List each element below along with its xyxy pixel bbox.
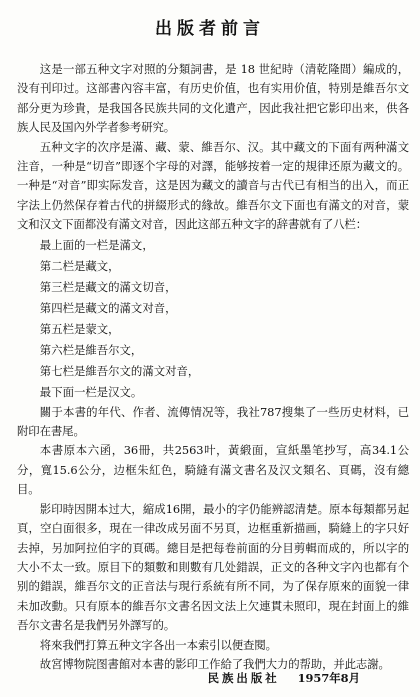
- preface-body: [17, 60, 409, 674]
- paragraph-history: 關于本書的年代、作者、流傳情况等，我社787搜集了一些历史材料，已附印在書尾。: [17, 404, 409, 439]
- page-title: 出版者前言: [155, 19, 265, 39]
- paragraph-index-plan: 将來我們打算五种文字各出一本索引以便查閱。: [39, 637, 277, 652]
- list-item: 第五栏是蒙文，: [39, 321, 120, 336]
- list-item: 第三栏是藏文的滿文切音，: [39, 279, 177, 294]
- paragraph-acknowledgement: 故宮博物院图書館对本書的影印工作給了我們大力的帮助，并此志謝。: [39, 656, 390, 671]
- list-item: 第四栏是藏文的滿文对音，: [39, 300, 177, 315]
- paragraph-reproduction-notes: 影印時因開本过大，縮成16開，最小的字仍能辨認清楚。原本每類都另起頁，空白面很多，現在一律改成另面不另頁，边框重新描画，騎縫上的字只好去掉，另加阿拉伯字的頁碼。總目是把每卷前面的分目剪輯而成的，所以字的大小不太一致。原目下的類數和則數有几处錯誤，正文的各种文字內也都有个别的錯誤，維吾尔文的正音法与現行系統有所不同，为了保存原來的面貌一律未加改動。只有原本的維吾尔文書名因文法上欠連貫未照印，現在封面上的維吾尔文書名是我們另外譯写的。: [17, 501, 409, 633]
- publisher-name: 民族出版社: [207, 671, 280, 685]
- signature: [208, 670, 360, 686]
- paragraph-original-edition: 本書原本六函，36冊，共2563叶，黃緞面，宣紙墨笔抄写，高34.1公分，寬15.6公分，边框朱紅色，騎縫有滿文書名及汉文類名、頁碼，沒有總目。: [17, 443, 409, 497]
- publication-date: 1957年8月: [297, 671, 360, 685]
- list-item: 第七栏是維吾尔文的滿文对音，: [39, 363, 200, 378]
- list-item: 最上面的一栏是滿文，: [39, 237, 154, 252]
- paragraph-intro: 这是一部五种文字对照的分類詞書，是 18 世紀時（清乾隆間）編成的，没有刊印过。这部書內容丰富，有历史价值，也有实用价值，特別是維吾尔文部分更为珍貴，是我国各民族共同的文化遺产，因此我社把它影印出来，供各族人民及国內外学者参考研究。: [17, 62, 409, 135]
- list-item: 最下面一栏是汉文。: [39, 384, 143, 399]
- list-item: 第六栏是維吾尔文，: [39, 342, 143, 357]
- column-list: [17, 235, 409, 403]
- paragraph-script-order: 五种文字的次序是滿、藏、蒙、維吾尔、汉。其中藏文的下面有两种滿文注音，一种是“切音”即逐个字母的对譯，能够按着一定的規律还原为藏文的。一种是“对音”即实际发音，这是因为藏文的讀音与古代已有相当的出入，而正字法上仍然保存着古代的拼綴形式的緣故。維吾尔文下面也有滿文的对音，蒙文和汉文下面都没有滿文对音，因此这部五种文字的辞書就有了八栏：: [17, 139, 409, 232]
- list-item: 第二栏是藏文，: [39, 258, 120, 273]
